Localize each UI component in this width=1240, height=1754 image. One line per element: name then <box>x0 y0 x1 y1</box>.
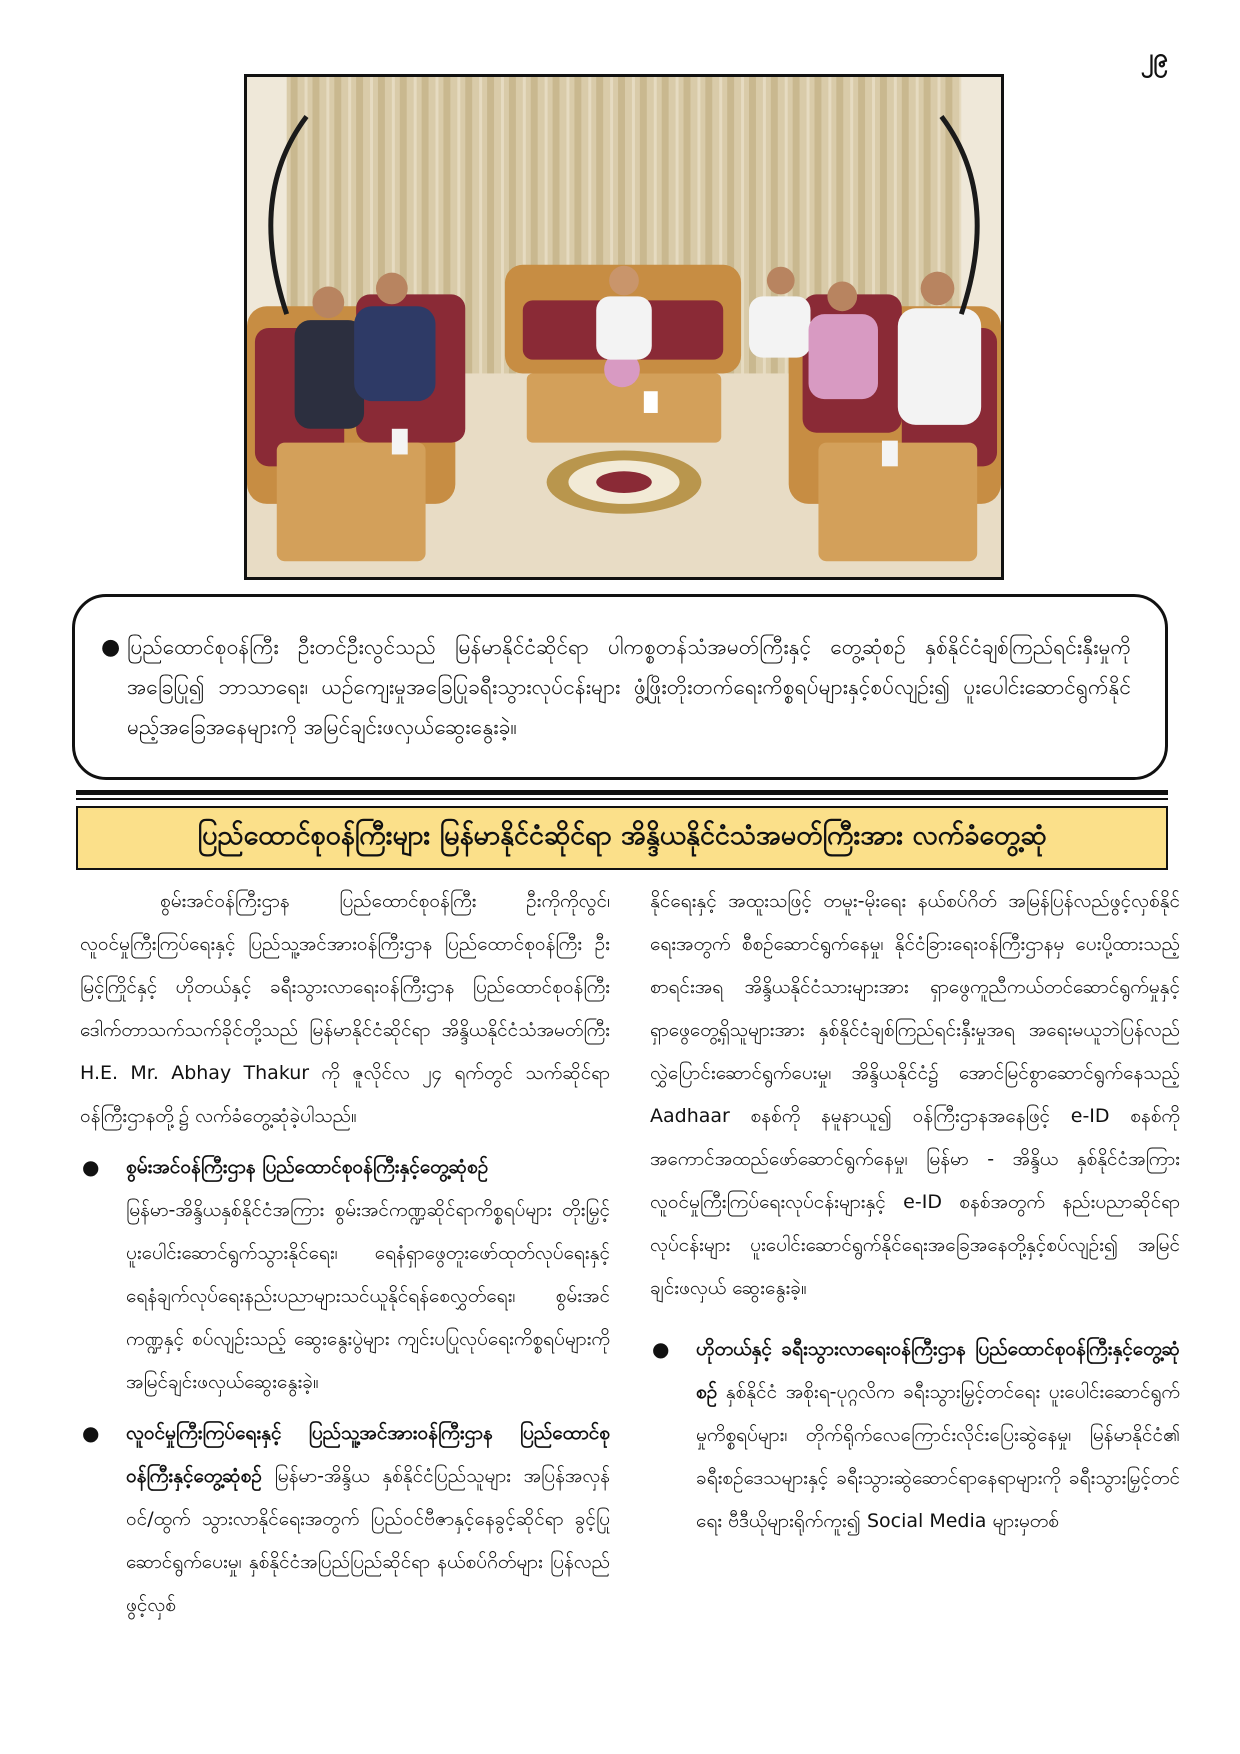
person-right-3-head <box>921 272 955 306</box>
person-right-2-head <box>827 282 857 312</box>
person-left-2-head <box>376 273 408 305</box>
page-number: ၂၉ <box>1140 43 1168 73</box>
person-right-3 <box>898 308 981 425</box>
column-right <box>650 880 1180 1543</box>
intro-paragraph: စွမ်းအင်ဝန်ကြီးဌာန ပြည်ထောင်စုဝန်ကြီး ဦးကိုကိုလွင်၊ လူဝင်မှုကြီးကြပ်ရေးနှင့် ပြည်သူ့အင်အားဝန်ကြီးဌာန ပြည်ထောင်စုဝန်ကြီး ဦးမြင့်ကြိုင်နှင့် ဟိုတယ်နှင့် ခရီးသွားလာရေးဝန်ကြီးဌာန ပြည်ထောင်စုဝန်ကြီး ဒေါက်တာသက်သက်ခိုင်တို့သည် မြန်မာနိုင်ငံဆိုင်ရာ အိန္ဒိယနိုင်ငံသံအမတ်ကြီး H.E. Mr. Abhay Thakur ကို ဇူလိုင်လ ၂၄ ရက်တွင် သက်ဆိုင်ရာဝန်ကြီးဌာနတို့၌ လက်ခံတွေ့ဆုံခဲ့ပါသည်။ <box>80 890 610 1127</box>
article-headline: ပြည်ထောင်စုဝန်ကြီးများ မြန်မာနိုင်ငံဆိုင်ရာ အိန္ဒိယနိုင်ငံသံအမတ်ကြီးအား လက်ခံတွေ့ဆုံ <box>76 806 1168 870</box>
caption-bullet: ● <box>101 635 121 660</box>
person-right-2 <box>809 314 878 399</box>
item-bullet: ● <box>82 1155 100 1179</box>
item-heading: စွမ်းအင်ဝန်ကြီးဌာန ပြည်ထောင်စုဝန်ကြီးနှင့်တွေ့ဆုံစဉ် <box>126 1156 489 1178</box>
person-left-1-head <box>312 286 344 318</box>
list-item-tourism <box>650 1328 1180 1543</box>
item-body-part-1: မြန်မာ-အိန္ဒိယ နှစ်နိုင်ငံပြည်သူများ အပြန်အလှန် ဝင်/ထွက် သွားလာနိုင်ရေးအတွက် ပြည်ဝင်ဗီဇာနှင့်နေခွင့်ဆိုင်ရာ ခွင့်ပြုဆောင်ရွက်ပေးမှု၊ နှစ်နိုင်ငံအပြည်ပြည်ဆိုင်ရာ နယ်စပ်ဂိတ်များ ပြန်လည်ဖွင့်လှစ် <box>126 1465 610 1616</box>
meeting-photo-illustration <box>247 77 1001 577</box>
list-item-immigration <box>80 1412 610 1627</box>
item-bullet: ● <box>652 1337 670 1361</box>
item-heading: လူဝင်မှုကြီးကြပ်ရေးနှင့် ပြည်သူ့အင်အားဝန်ကြီးဌာန ပြည်ထောင်စုဝန်ကြီးနှင့်တွေ့ဆုံစဉ် <box>126 1422 610 1487</box>
item-body: မြန်မာ-အိန္ဒိယနှစ်နိုင်ငံအကြား စွမ်းအင်ကဏ္ဍဆိုင်ရာကိစ္စရပ်များ တိုးမြှင့်ပူးပေါင်းဆောင်ရွက်သွားနိုင်ရေး၊ ရေနံရှာဖွေတူးဖော်ထုတ်လုပ်ရေးနှင့် ရေနံချက်လုပ်ရေးနည်းပညာများသင်ယူနိုင်ရန်စေလွှတ်ရေး၊ စွမ်းအင်ကဏ္ဍနှင့် စပ်လျဉ်းသည့် ဆွေးနွေးပွဲများ ကျင်းပပြုလုပ်ရေးကိစ္စရပ်များကို အမြင်ချင်းဖလှယ်ဆွေးနွေးခဲ့။ <box>126 1199 610 1393</box>
caption-box <box>72 594 1168 780</box>
divider-thin <box>76 798 1168 800</box>
list-item-energy <box>80 1146 610 1404</box>
person-left-1 <box>295 320 364 429</box>
person-center-head <box>609 266 639 296</box>
item-heading: ဟိုတယ်နှင့် ခရီးသွားလာရေးဝန်ကြီးဌာန ပြည်ထောင်စုဝန်ကြီးနှင့်တွေ့ဆုံစဉ် <box>696 1338 1180 1403</box>
left-table <box>277 443 426 562</box>
item-body-part-2: နိုင်ရေးနှင့် အထူးသဖြင့် တမူး-မိုးရေး နယ်စပ်ဂိတ် အမြန်ပြန်လည်ဖွင့်လှစ်နိုင်ရေးအတွက် စီစဉ်ဆောင်ရွက်နေမှု၊ နိုင်ငံခြားရေးဝန်ကြီးဌာနမှ ပေးပို့ထားသည့်စာရင်းအရ အိန္ဒိယနိုင်ငံသားများအား ရှာဖွေကူညီကယ်တင်ဆောင်ရွက်မှုနှင့် ရှာဖွေတွေ့ရှိသူများအား နှစ်နိုင်ငံချစ်ကြည်ရင်းနှီးမှုအရ အရေးမယူဘဲပြန်လည်လွှဲပြောင်းဆောင်ရွက်ပေးမှု၊ အိန္ဒိယနိုင်ငံ၌ အောင်မြင်စွာဆောင်ရွက်နေသည့် Aadhaar စနစ်ကို နမူနာယူ၍ ဝန်ကြီးဌာနအနေဖြင့် e-ID စနစ်ကို အကောင်အထည်ဖော်ဆောင်ရွက်နေမှု၊ မြန်မာ - အိန္ဒိယ နှစ်နိုင်ငံအကြား လူဝင်မှုကြီးကြပ်ရေးလုပ်ငန်းများနှင့် e-ID စနစ်အတွက် နည်းပညာဆိုင်ရာလုပ်ငန်းများ ပူးပေါင်းဆောင်ရွက်နိုင်ရေးအခြေအနေတို့နှင့်စပ်လျဉ်း၍ အမြင်ချင်းဖလှယ် ဆွေးနွေးခဲ့။ <box>650 890 1180 1299</box>
item-body: နှစ်နိုင်ငံ အစိုးရ-ပုဂ္ဂလိက ခရီးသွားမြှင့်တင်ရေး ပူးပေါင်းဆောင်ရွက်မှုကိစ္စရပ်များ၊ တိုက်ရိုက်လေကြောင်းလိုင်းပြေးဆွဲနေမှု၊ မြန်မာနိုင်ငံ၏ ခရီးစဉ်ဒေသများနှင့် ခရီးသွားဆွဲဆောင်ရာနေရာများကို ခရီးသွားမြှင့်တင်ရေး ဗီဒီယိုများရိုက်ကူး၍ Social Media များမှတစ် <box>696 1381 1181 1532</box>
person-left-2 <box>354 306 435 401</box>
divider-thick <box>76 790 1168 795</box>
caption-text: ပြည်ထောင်စုဝန်ကြီး ဦးတင်ဦးလွင်သည် မြန်မာနိုင်ငံဆိုင်ရာ ပါကစ္စတန်သံအမတ်ကြီးနှင့် တွေ့ဆုံစဉ် နှစ်နိုင်ငံချစ်ကြည်ရင်းနှီးမှုကို အခြေပြု၍ ဘာသာရေး၊ ယဉ်ကျေးမှုအခြေပြုခရီးသွားလုပ်ငန်းများ ဖွံ့ဖြိုးတိုးတက်ရေးကိစ္စရပ်များနှင့်စပ်လျဉ်း၍ ပူးပေါင်းဆောင်ရွက်နိုင်မည့်အခြေအနေများကို အမြင်ချင်းဖလှယ်ဆွေးနွေးခဲ့။ <box>127 635 1131 739</box>
person-right-1-head <box>767 267 795 295</box>
column-left <box>80 880 610 1627</box>
person-center <box>596 296 652 359</box>
item-bullet: ● <box>82 1421 100 1445</box>
news-photo <box>244 74 1004 580</box>
person-right-1 <box>749 296 811 357</box>
